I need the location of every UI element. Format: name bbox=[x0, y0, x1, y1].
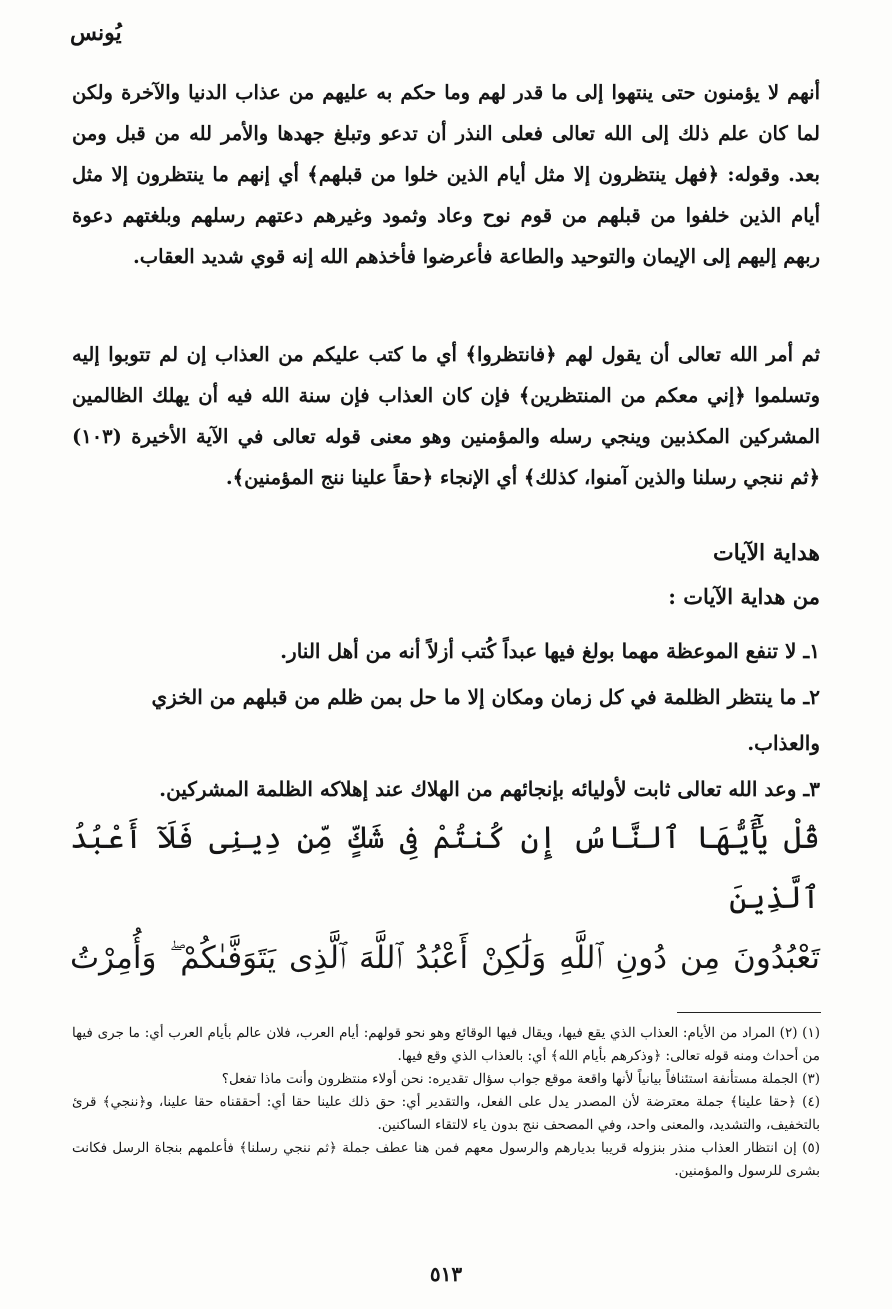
footnote: (٣) الجملة مستأنفة استئنافاً بيانياً لأنها واقعة موقع جواب سؤال تقديره: نحن أولاء منتظرون وأنت ماذا تفعل؟ bbox=[221, 1071, 820, 1087]
commentary-paragraph-2: ثم أمر الله تعالى أن يقول لهم ﴿فانتظروا﴾ أي ما كتب عليكم من العذاب إن لم تتوبوا إليه وتسلموا ﴿إني معكم من المنتظرين﴾ فإن كان العذاب فإن سنة الله فيه أن يهلك الظالمين المشركين المكذبين وينجي رسله والمؤمنين وهو معنى قوله تعالى في الآية الأخيرة (١٠٣) ﴿ثم ننجي رسلنا والذين آمنوا، كذلك﴾ أي الإنجاء ﴿حقاً علينا ننج المؤمنين﴾. bbox=[72, 343, 820, 489]
guidance-point: ١ـ لا تنفع الموعظة مهما بولغ فيها عبداً كُتب أزلاً أنه من أهل النار. bbox=[280, 639, 820, 663]
guidance-points-list bbox=[72, 628, 820, 812]
commentary-paragraph-1: أنهم لا يؤمنون حتى ينتهوا إلى ما قدر لهم وما حكم به عليهم من عذاب الدنيا والآخرة ولكن لما كان علم ذلك إلى الله تعالى فعلى النذر أن تدعو وتبلغ جهدها والأمر لله من قبل ومن بعد. وقوله: ﴿فهل ينتظرون إلا مثل أيام الذين خلوا من قبلهم﴾ أي إنهم ما ينتظرون إلا مثل أيام الذين خلفوا من قبلهم من قوم نوح وعاد وثمود وغيرهم دعتهم رسلهم وبلغتهم دعوة ربهم إليهم إلى الإيمان والتوحيد والطاعة فأعرضوا فأخذهم الله إنه قوي شديد العقاب. bbox=[72, 81, 820, 268]
footnote: (٥) إن انتظار العذاب منذر بنزوله قريبا بديارهم والرسول معهم فمن هنا عطف جملة ﴿ثم ننجي رسلنا﴾ فأعلمهم بنجاة الرسل فكانت بشرى للرسول والمؤمنين. bbox=[72, 1140, 820, 1179]
guidance-point: ٢ـ ما ينتظر الظلمة في كل زمان ومكان إلا ما حل بمن ظلم من قبلهم من الخزي والعذاب. bbox=[151, 685, 820, 755]
footnote: (١) (٢) المراد من الأيام: العذاب الذي يقع فيها، ويقال فيها الوقائع وهو نحو قولهم: أيام العرب، فلان عالم بأيام العرب أي: ما جرى فيها من أحداث ومنه قوله تعالى: ﴿وذكرهم بأيام الله﴾ أي: بالعذاب الذي وقع فيها. bbox=[72, 1025, 820, 1064]
footnotes bbox=[72, 1022, 820, 1183]
quran-verse-line-1: قُلْ يَٰٓأَيُّهَا ٱلنَّاسُ إِن كُنتُمْ فِى شَكٍّ مِّن دِينِى فَلَآ أَعْبُدُ ٱلَّذِينَ bbox=[70, 820, 820, 916]
sub-heading: من هداية الآيات : bbox=[668, 584, 820, 609]
quran-verse-line-2: تَعْبُدُونَ مِن دُونِ ٱللَّهِ وَلَٰكِنْ أَعْبُدُ ٱللَّهَ ٱلَّذِى يَتَوَفَّىٰكُمْ ۖ وَأُمِرْتُ bbox=[70, 940, 820, 976]
guidance-point: ٣ـ وعد الله تعالى ثابت لأوليائه بإنجائهم من الهلاك عند إهلاكه الظلمة المشركين. bbox=[159, 777, 820, 801]
footnote-divider bbox=[677, 1012, 821, 1013]
surah-name: يُونس bbox=[70, 20, 122, 46]
footnote: (٤) ﴿حقا علينا﴾ جملة معترضة لأن المصدر يدل على الفعل، والتقدير أي: حق ذلك علينا حقا أي: أحققناه حقا علينا، و﴿ننجي﴾ قرئ بالتخفيف، والتشديد، والمعنى واحد، وفي المصحف ننج بدون ياء لالتقاء الساكنين. bbox=[72, 1094, 820, 1133]
page-header bbox=[70, 20, 190, 46]
section-heading: هداية الآيات bbox=[712, 540, 820, 566]
page-number: ٥١٣ bbox=[429, 1262, 463, 1286]
quran-verse bbox=[70, 808, 820, 988]
